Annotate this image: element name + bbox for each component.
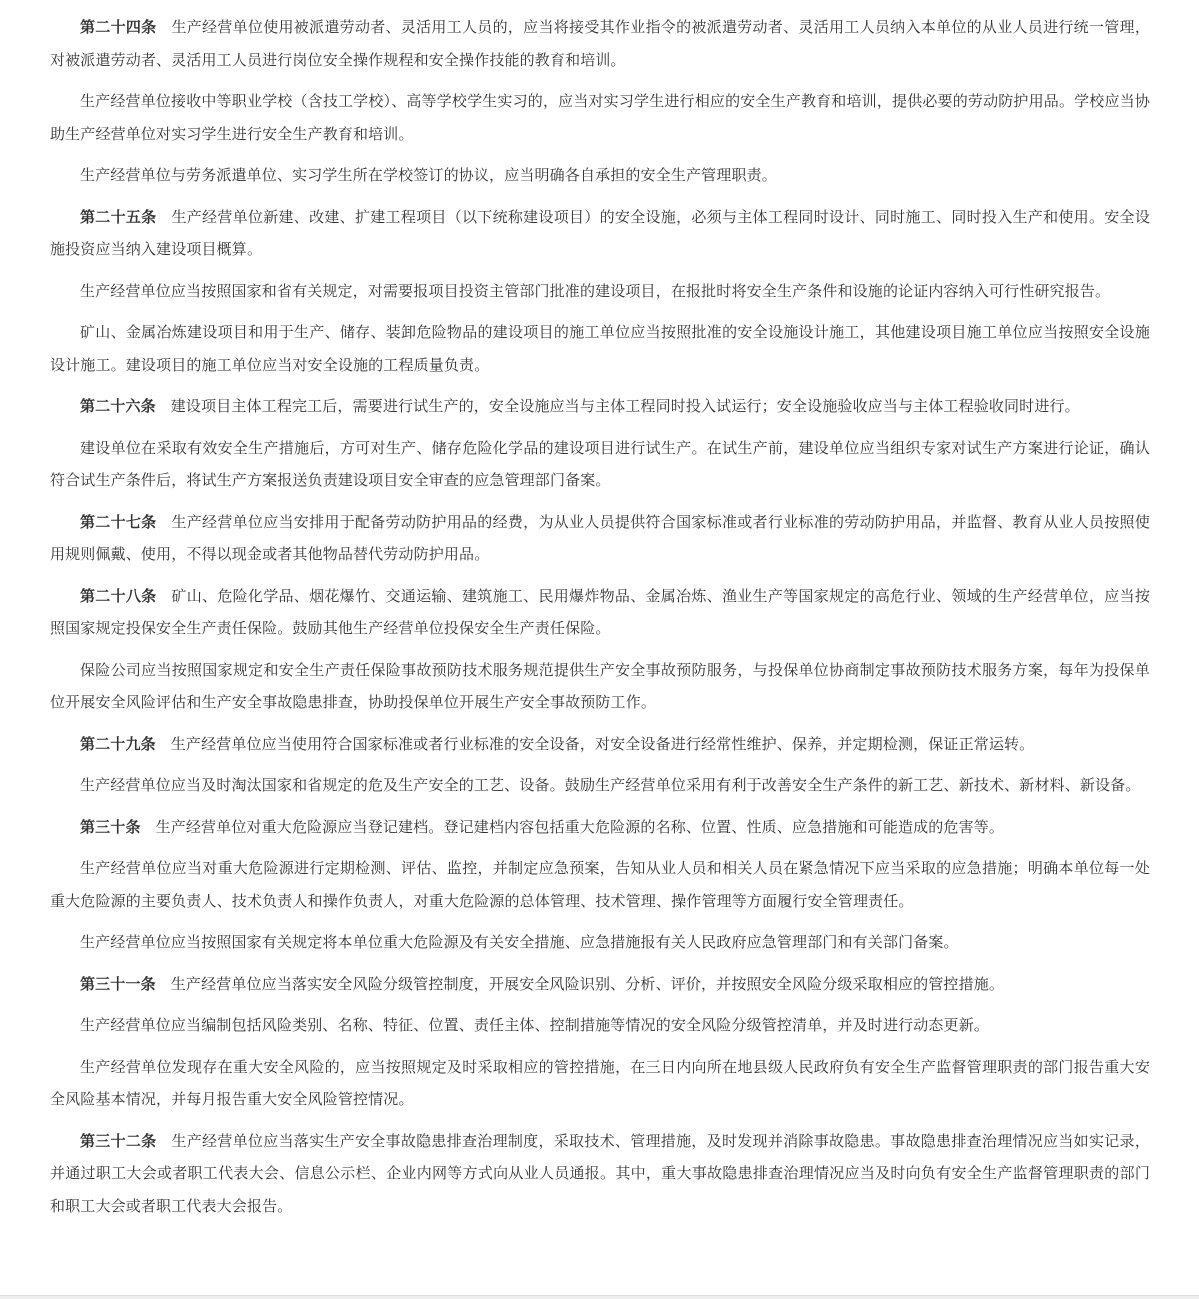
paragraph-text: 生产经营单位应当对重大危险源进行定期检测、评估、监控，并制定应急预案，告知从业人员和相关人员在紧急情况下应当采取的应急措施；明确本单位每一处重大危险源的主要负责人、技术负责人和操作负责人，对重大危险源的总体管理、技术管理、操作管理等方面履行安全管理责任。 bbox=[50, 859, 1150, 910]
paragraph-text: 建设项目主体工程完工后，需要进行试生产的，安全设施应当与主体工程同时投入试运行；安全设施验收应当与主体工程验收同时进行。 bbox=[170, 397, 1080, 415]
paragraph-text: 生产经营单位应当落实生产安全事故隐患排查治理制度，采取技术、管理措施，及时发现并消除事故隐患。事故隐患排查治理情况应当如实记录，并通过职工大会或者职工代表大会、信息公示栏、企业内网等方式向从业人员通报。其中，重大事故隐患排查治理情况应当及时向负有安全生产监督管理职责的部门和职工大会或者职工代表大会报告。 bbox=[50, 1131, 1150, 1215]
paragraph-text: 生产经营单位应当安排用于配备劳动防护用品的经费，为从业人员提供符合国家标准或者行业标准的劳动防护用品，并监督、教育从业人员按照使用规则佩戴、使用，不得以现金或者其他物品替代劳动防护用品。 bbox=[50, 512, 1150, 563]
paragraph bbox=[50, 432, 1150, 497]
article-number: 第二十六条 bbox=[80, 397, 156, 415]
article-paragraph bbox=[50, 728, 1150, 761]
paragraph-text: 生产经营单位应当使用符合国家标准或者行业标准的安全设备，对安全设备进行经常性维护、保养，并定期检测，保证正常运转。 bbox=[170, 734, 1035, 753]
paragraph bbox=[50, 769, 1150, 802]
paragraph-text: 生产经营单位应当落实安全风险分级管控制度，开展安全风险识别、分析、评价，并按照安全风险分级采取相应的管控措施。 bbox=[170, 974, 1005, 993]
paragraph-text: 生产经营单位应当按照国家和省有关规定，对需要报项目投资主管部门批准的建设项目，在报批时将安全生产条件和设施的论证内容纳入可行性研究报告。 bbox=[80, 281, 1111, 300]
paragraph-text: 生产经营单位应当按照国家有关规定将本单位重大危险源及有关安全措施、应急措施报有关人民政府应急管理部门和有关部门备案。 bbox=[80, 933, 959, 951]
article-paragraph bbox=[50, 11, 1150, 76]
article-number: 第三十条 bbox=[80, 817, 141, 836]
paragraph-text: 保险公司应当按照国家规定和安全生产责任保险事故预防技术服务规范提供生产安全事故预防服务，与投保单位协商制定事故预防技术服务方案，每年为投保单位开展安全风险评估和生产安全事故隐患排查，协助投保单位开展生产安全事故预防工作。 bbox=[50, 660, 1150, 711]
bottom-divider bbox=[0, 1295, 1199, 1299]
article-paragraph bbox=[50, 811, 1150, 844]
paragraph-text: 生产经营单位使用被派遣劳动者、灵活用工人员的，应当将接受其作业指令的被派遣劳动者、灵活用工人员纳入本单位的从业人员进行统一管理，对被派遣劳动者、灵活用工人员进行岗位安全操作规程和安全操作技能的教育和培训。 bbox=[50, 18, 1150, 69]
paragraph bbox=[50, 159, 1150, 192]
article-number: 第二十八条 bbox=[80, 586, 157, 605]
article-paragraph bbox=[50, 580, 1150, 645]
paragraph-text: 生产经营单位应当及时淘汰国家和省规定的危及生产安全的工艺、设备。鼓励生产经营单位采用有利于改善安全生产条件的新工艺、新技术、新材料、新设备。 bbox=[80, 776, 1141, 794]
article-paragraph bbox=[50, 201, 1150, 266]
article-number: 第二十七条 bbox=[80, 512, 157, 531]
article-number: 第三十二条 bbox=[80, 1131, 157, 1150]
article-paragraph bbox=[50, 968, 1150, 1001]
article-number: 第二十五条 bbox=[80, 207, 157, 226]
paragraph bbox=[50, 852, 1150, 917]
paragraph-text: 生产经营单位发现存在重大安全风险的，应当按照规定及时采取相应的管控措施，在三日内向所在地县级人民政府负有安全生产监督管理职责的部门报告重大安全风险基本情况，并每月报告重大安全风险管控情况。 bbox=[50, 1057, 1150, 1108]
paragraph bbox=[50, 1051, 1150, 1116]
paragraph-text: 生产经营单位与劳务派遣单位、实习学生所在学校签订的协议，应当明确各自承担的安全生产管理职责。 bbox=[80, 166, 777, 184]
paragraph-text: 建设单位在采取有效安全生产措施后，方可对生产、储存危险化学品的建设项目进行试生产。在试生产前，建设单位应当组织专家对试生产方案进行论证，确认符合试生产条件后，将试生产方案报送负责建设项目安全审查的应急管理部门备案。 bbox=[50, 438, 1150, 489]
article-number: 第二十九条 bbox=[80, 734, 156, 753]
paragraph bbox=[50, 926, 1150, 959]
paragraph-text: 生产经营单位新建、改建、扩建工程项目（以下统称建设项目）的安全设施，必须与主体工程同时设计、同时施工、同时投入生产和使用。安全设施投资应当纳入建设项目概算。 bbox=[50, 207, 1150, 258]
regulation-article-body bbox=[50, 11, 1150, 1231]
paragraph bbox=[50, 654, 1150, 719]
article-number: 第三十一条 bbox=[80, 974, 156, 993]
paragraph bbox=[50, 275, 1150, 308]
paragraph-text: 矿山、危险化学品、烟花爆竹、交通运输、建筑施工、民用爆炸物品、金属冶炼、渔业生产等国家规定的高危行业、领域的生产经营单位，应当按照国家规定投保安全生产责任保险。鼓励其他生产经营单位投保安全生产责任保险。 bbox=[50, 586, 1150, 637]
article-paragraph bbox=[50, 390, 1150, 423]
paragraph-text: 矿山、金属冶炼建设项目和用于生产、储存、装卸危险物品的建设项目的施工单位应当按照批准的安全设施设计施工，其他建设项目施工单位应当按照安全设施设计施工。建设项目的施工单位应当对安全设施的工程质量负责。 bbox=[50, 323, 1150, 374]
article-paragraph bbox=[50, 1125, 1150, 1223]
paragraph bbox=[50, 1009, 1150, 1042]
paragraph-text: 生产经营单位应当编制包括风险类别、名称、特征、位置、责任主体、控制措施等情况的安全风险分级管控清单，并及时进行动态更新。 bbox=[80, 1016, 990, 1034]
paragraph-text: 生产经营单位接收中等职业学校（含技工学校）、高等学校学生实习的，应当对实习学生进行相应的安全生产教育和培训，提供必要的劳动防护用品。学校应当协助生产经营单位对实习学生进行安全生产教育和培训。 bbox=[50, 92, 1150, 143]
article-number: 第二十四条 bbox=[80, 18, 157, 36]
paragraph-text: 生产经营单位对重大危险源应当登记建档。登记建档内容包括重大危险源的名称、位置、性质、应急措施和可能造成的危害等。 bbox=[155, 817, 1005, 836]
paragraph bbox=[50, 85, 1150, 150]
article-paragraph bbox=[50, 506, 1150, 571]
paragraph bbox=[50, 316, 1150, 381]
